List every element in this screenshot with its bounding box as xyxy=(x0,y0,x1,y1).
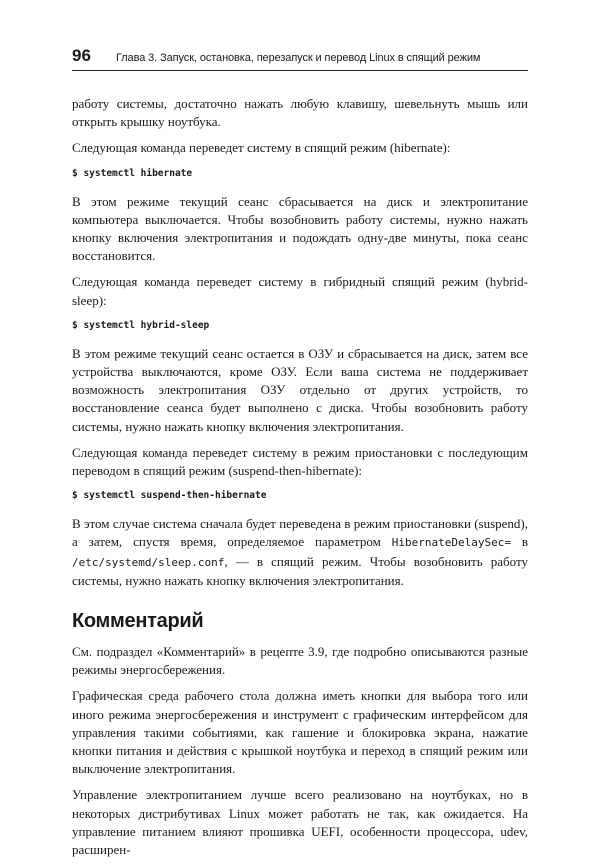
paragraph: Следующая команда переведет систему в режим приостановки с последующим переводом в спящий режим (suspend-then-hibernate): xyxy=(72,444,528,479)
paragraph: Графическая среда рабочего стола должна иметь кнопки для выбора того или иного режима энергосбережения и инструмент с графическим интерфейсом для управления такими событиями, как гашение и блокировка экрана, нажатие кнопки питания и действия с крышкой ноутбука и переход в спящий режим или выключение электропитания. xyxy=(72,688,528,777)
paragraph: Управление электропитанием лучше всего реализовано на ноутбуках, но в некоторых дистрибутивах Linux может работать не так, как ожидается. На управление питанием влияют прошивка UEFI, особенности процессора, udev, расширен- xyxy=(72,787,528,858)
page-header xyxy=(72,46,528,71)
paragraph: Следующая команда переведет систему в спящий режим (hibernate): xyxy=(72,140,451,156)
paragraph-text: , — в спящий режим. Чтобы возобновить работу системы, нужно нажать кнопку включения электропитания. xyxy=(72,553,528,588)
paragraph: В этом режиме текущий сеанс остается в ОЗУ и сбрасывается на диск, затем все устройства выключаются, кроме ОЗУ. Если ваша система не поддерживает возможность электропитания ОЗУ отдельно от других устройств, то восстановление сеанса будет выполнено с диска. Чтобы возобновить работу системы, нужно нажать кнопку включения электропитания. xyxy=(72,345,528,434)
paragraph-text: В этом случае система сначала будет переведена в режим приостановки (suspend), а затем, спустя время, определяемое параметром xyxy=(72,516,528,550)
paragraph xyxy=(72,515,528,590)
page-number: 96 xyxy=(72,46,91,65)
inline-code-path: /etc/systemd/sleep.conf xyxy=(72,555,225,569)
paragraph: работу системы, достаточно нажать любую клавишу, шевельнуть мышь или открыть крышку ноутбука. xyxy=(72,96,528,130)
section-heading: Комментарий xyxy=(72,610,204,633)
paragraph: См. подраздел «Комментарий» в рецепте 3.9, где подробно описываются разные режимы энергосбережения. xyxy=(72,644,528,678)
running-title: Глава 3. Запуск, остановка, перезапуск и перевод Linux в спящий режим xyxy=(116,52,481,64)
command-hibernate: $ systemctl hibernate xyxy=(72,167,193,179)
paragraph: Следующая команда переведет систему в гибридный спящий режим (hybrid-sleep): xyxy=(72,274,528,308)
command-hybrid-sleep: $ systemctl hybrid-sleep xyxy=(72,319,210,331)
inline-code-param: HibernateDelaySec= xyxy=(391,536,511,550)
main-text xyxy=(72,95,528,867)
paragraph-text: в xyxy=(510,534,529,550)
paragraph: В этом режиме текущий сеанс сбрасывается на диск и электропитание компьютера выключается. Чтобы возобновить работу системы, нужно нажать кнопку включения электропитания и подождать одну-две минуты, пока сеанс восстановится. xyxy=(72,193,528,264)
command-suspend-then-hibernate: $ systemctl suspend-then-hibernate xyxy=(72,490,267,502)
